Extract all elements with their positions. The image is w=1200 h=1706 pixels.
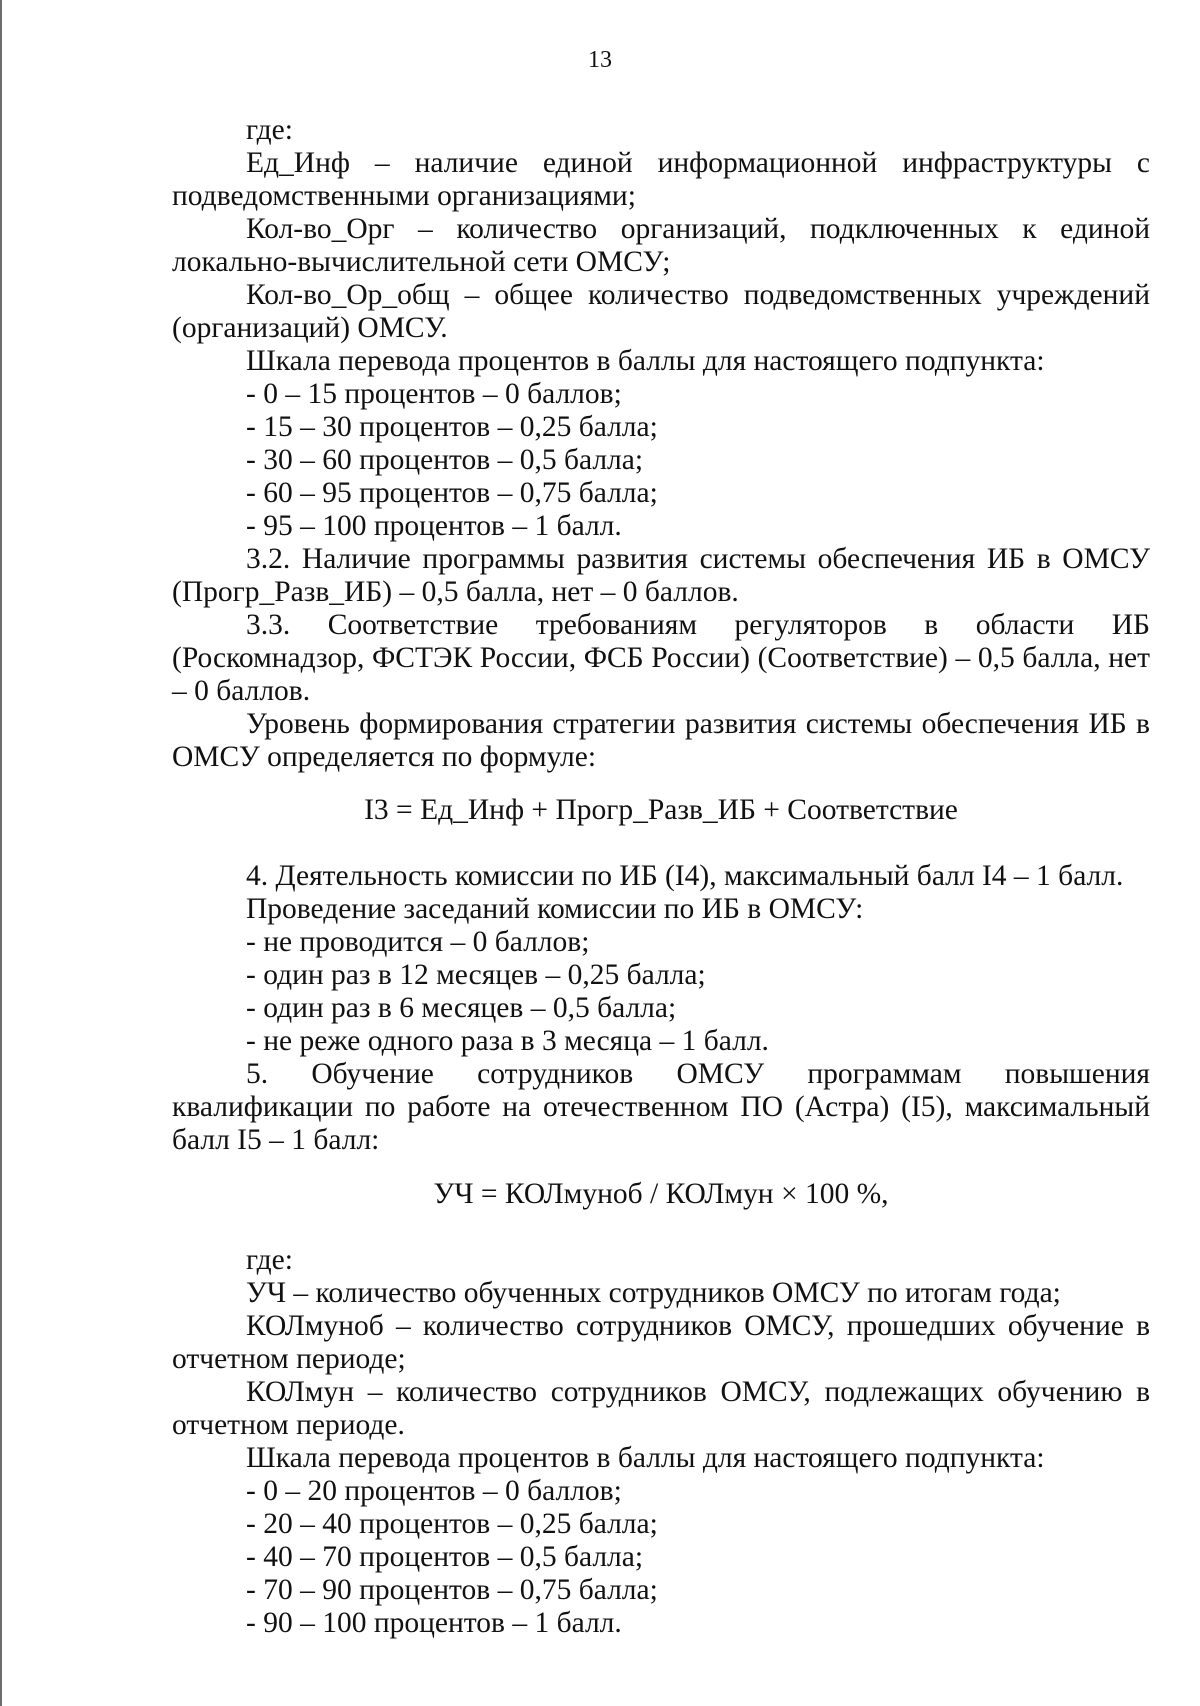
formula-uch: УЧ = КОЛмуноб / КОЛмун × 100 %, [433, 1178, 889, 1210]
scale-item: - 30 – 60 процентов – 0,5 балла; [246, 444, 644, 476]
paragraph-5: 5. Обучение сотрудников ОМСУ программам повышения квалификации по работе на отечественном ПО (Астра) (I5), максимальный балл I5 – 1 балл: [172, 1058, 1150, 1156]
scale-title-1: Шкала перевода процентов в баллы для настоящего подпункта: [246, 345, 1045, 377]
meeting-item: - один раз в 6 месяцев – 0,5 балла; [246, 992, 677, 1024]
scale-item-2: - 0 – 20 процентов – 0 баллов; [246, 1475, 622, 1507]
scan-edge-line [0, 0, 2, 1706]
definition-kolmunob: КОЛмуноб – количество сотрудников ОМСУ, прошедших обучение в отчетном периоде; [172, 1310, 1150, 1375]
definition-kolmun: КОЛмун – количество сотрудников ОМСУ, подлежащих обучению в отчетном периоде. [172, 1376, 1150, 1441]
page-number: 13 [588, 47, 612, 73]
paragraph-meetings: Проведение заседаний комиссии по ИБ в ОМСУ: [246, 893, 864, 925]
scale-item-2: - 20 – 40 процентов – 0,25 балла; [246, 1508, 658, 1540]
scale-item: - 0 – 15 процентов – 0 баллов; [246, 378, 622, 410]
paragraph-where: где: [246, 114, 293, 146]
paragraph-4: 4. Деятельность комиссии по ИБ (I4), максимальный балл I4 – 1 балл. [246, 860, 1124, 892]
definition-kol-obsh: Кол-во_Ор_общ – общее количество подведомственных учреждений (организаций) ОМСУ. [172, 279, 1150, 344]
definition-kol-org: Кол-во_Орг – количество организаций, подключенных к единой локально-вычислительной сети ОМСУ; [172, 213, 1150, 278]
definition-uch: УЧ – количество обученных сотрудников ОМСУ по итогам года; [246, 1277, 1061, 1309]
scale-item-2: - 40 – 70 процентов – 0,5 балла; [246, 1541, 644, 1573]
paragraph-3-3: 3.3. Соответствие требованиям регуляторов в области ИБ (Роскомнадзор, ФСТЭК России, ФСБ России) (Соответствие) – 0,5 балла, нет – 0 баллов. [172, 609, 1150, 707]
meeting-item: - не реже одного раза в 3 месяца – 1 балл. [246, 1025, 769, 1057]
paragraph-where-2: где: [246, 1244, 293, 1276]
page-body [172, 114, 1150, 1640]
scale-title-2: Шкала перевода процентов в баллы для настоящего подпункта: [246, 1442, 1045, 1474]
scale-item-2: - 70 – 90 процентов – 0,75 балла; [246, 1574, 658, 1606]
meeting-item: - один раз в 12 месяцев – 0,25 балла; [246, 959, 706, 991]
paragraph-level-formula: Уровень формирования стратегии развития системы обеспечения ИБ в ОМСУ определяется по формуле: [172, 708, 1150, 773]
scale-item: - 15 – 30 процентов – 0,25 балла; [246, 411, 658, 443]
paragraph-3-2: 3.2. Наличие программы развития системы обеспечения ИБ в ОМСУ (Прогр_Разв_ИБ) – 0,5 балла, нет – 0 баллов. [172, 543, 1150, 608]
scale-item-2: - 90 – 100 процентов – 1 балл. [246, 1607, 622, 1639]
definition-ed-inf: Ед_Инф – наличие единой информационной инфраструктуры с подведомственными организациями; [172, 147, 1150, 212]
meeting-item: - не проводится – 0 баллов; [246, 926, 590, 958]
scale-item: - 60 – 95 процентов – 0,75 балла; [246, 477, 658, 509]
scale-item: - 95 – 100 процентов – 1 балл. [246, 510, 622, 542]
formula-i3: I3 = Ед_Инф + Прогр_Разв_ИБ + Соответствие [364, 794, 958, 826]
